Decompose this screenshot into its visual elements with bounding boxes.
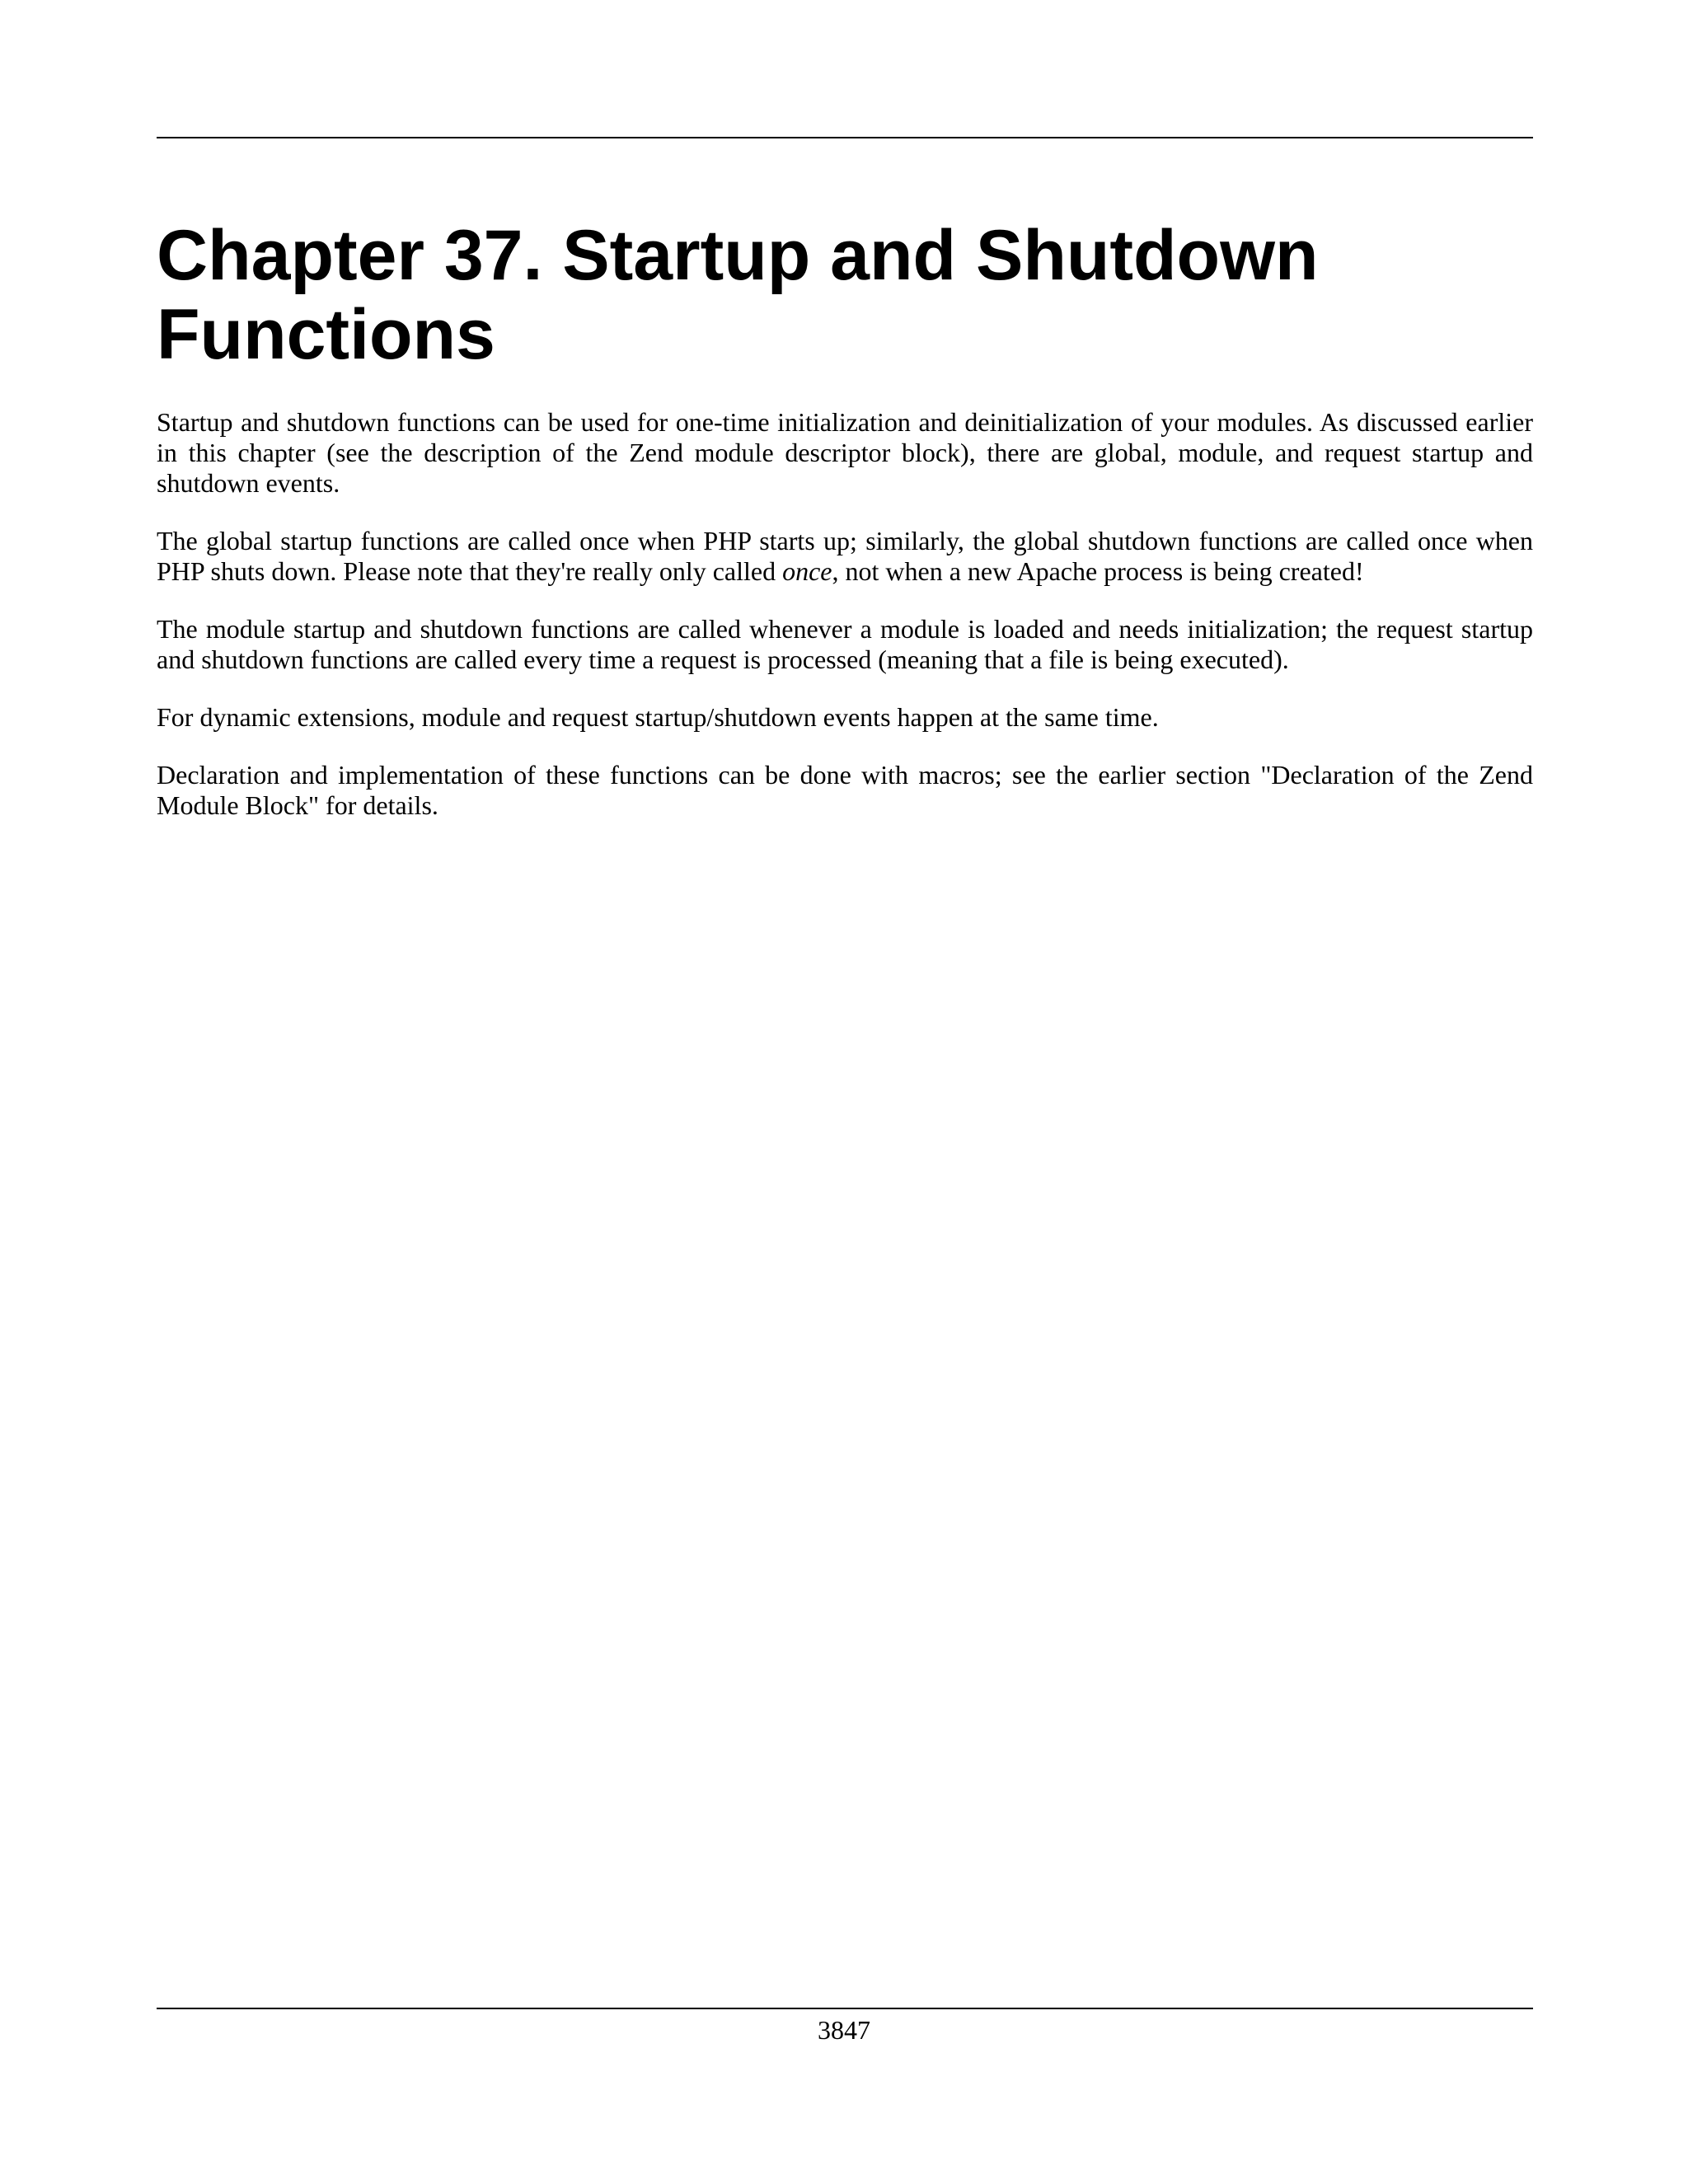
chapter-title: Chapter 37. Startup and Shutdown Functions: [157, 216, 1319, 374]
paragraph-global-functions-before: The global startup functions are called once when PHP starts up; similarly, the global shutdown functions are called once when PHP shuts down. Please note that they're really only called: [157, 526, 1533, 586]
paragraph-global-functions-after: , not when a new Apache process is being created!: [832, 556, 1364, 586]
footer-rule: [157, 2008, 1533, 2009]
page-content: [157, 216, 1533, 848]
page-number: 3847: [818, 2015, 870, 2045]
paragraph-dynamic-extensions: For dynamic extensions, module and request startup/shutdown events happen at the same time.: [157, 702, 1159, 732]
header-rule: [157, 137, 1533, 138]
emphasis-once: once: [782, 556, 832, 586]
paragraph-module-functions: The module startup and shutdown functions are called whenever a module is loaded and needs initialization; the request startup and shutdown functions are called every time a request is processed (meaning that a file is being executed).: [157, 614, 1533, 674]
paragraph-intro: Startup and shutdown functions can be used for one-time initialization and deinitialization of your modules. As discussed earlier in this chapter (see the description of the Zend module descriptor block), there are global, module, and request startup and shutdown events.: [157, 407, 1533, 498]
paragraph-global-functions: [157, 526, 1533, 587]
paragraph-declaration: Declaration and implementation of these functions can be done with macros; see the earlier section "Declaration of the Zend Module Block" for details.: [157, 760, 1533, 820]
